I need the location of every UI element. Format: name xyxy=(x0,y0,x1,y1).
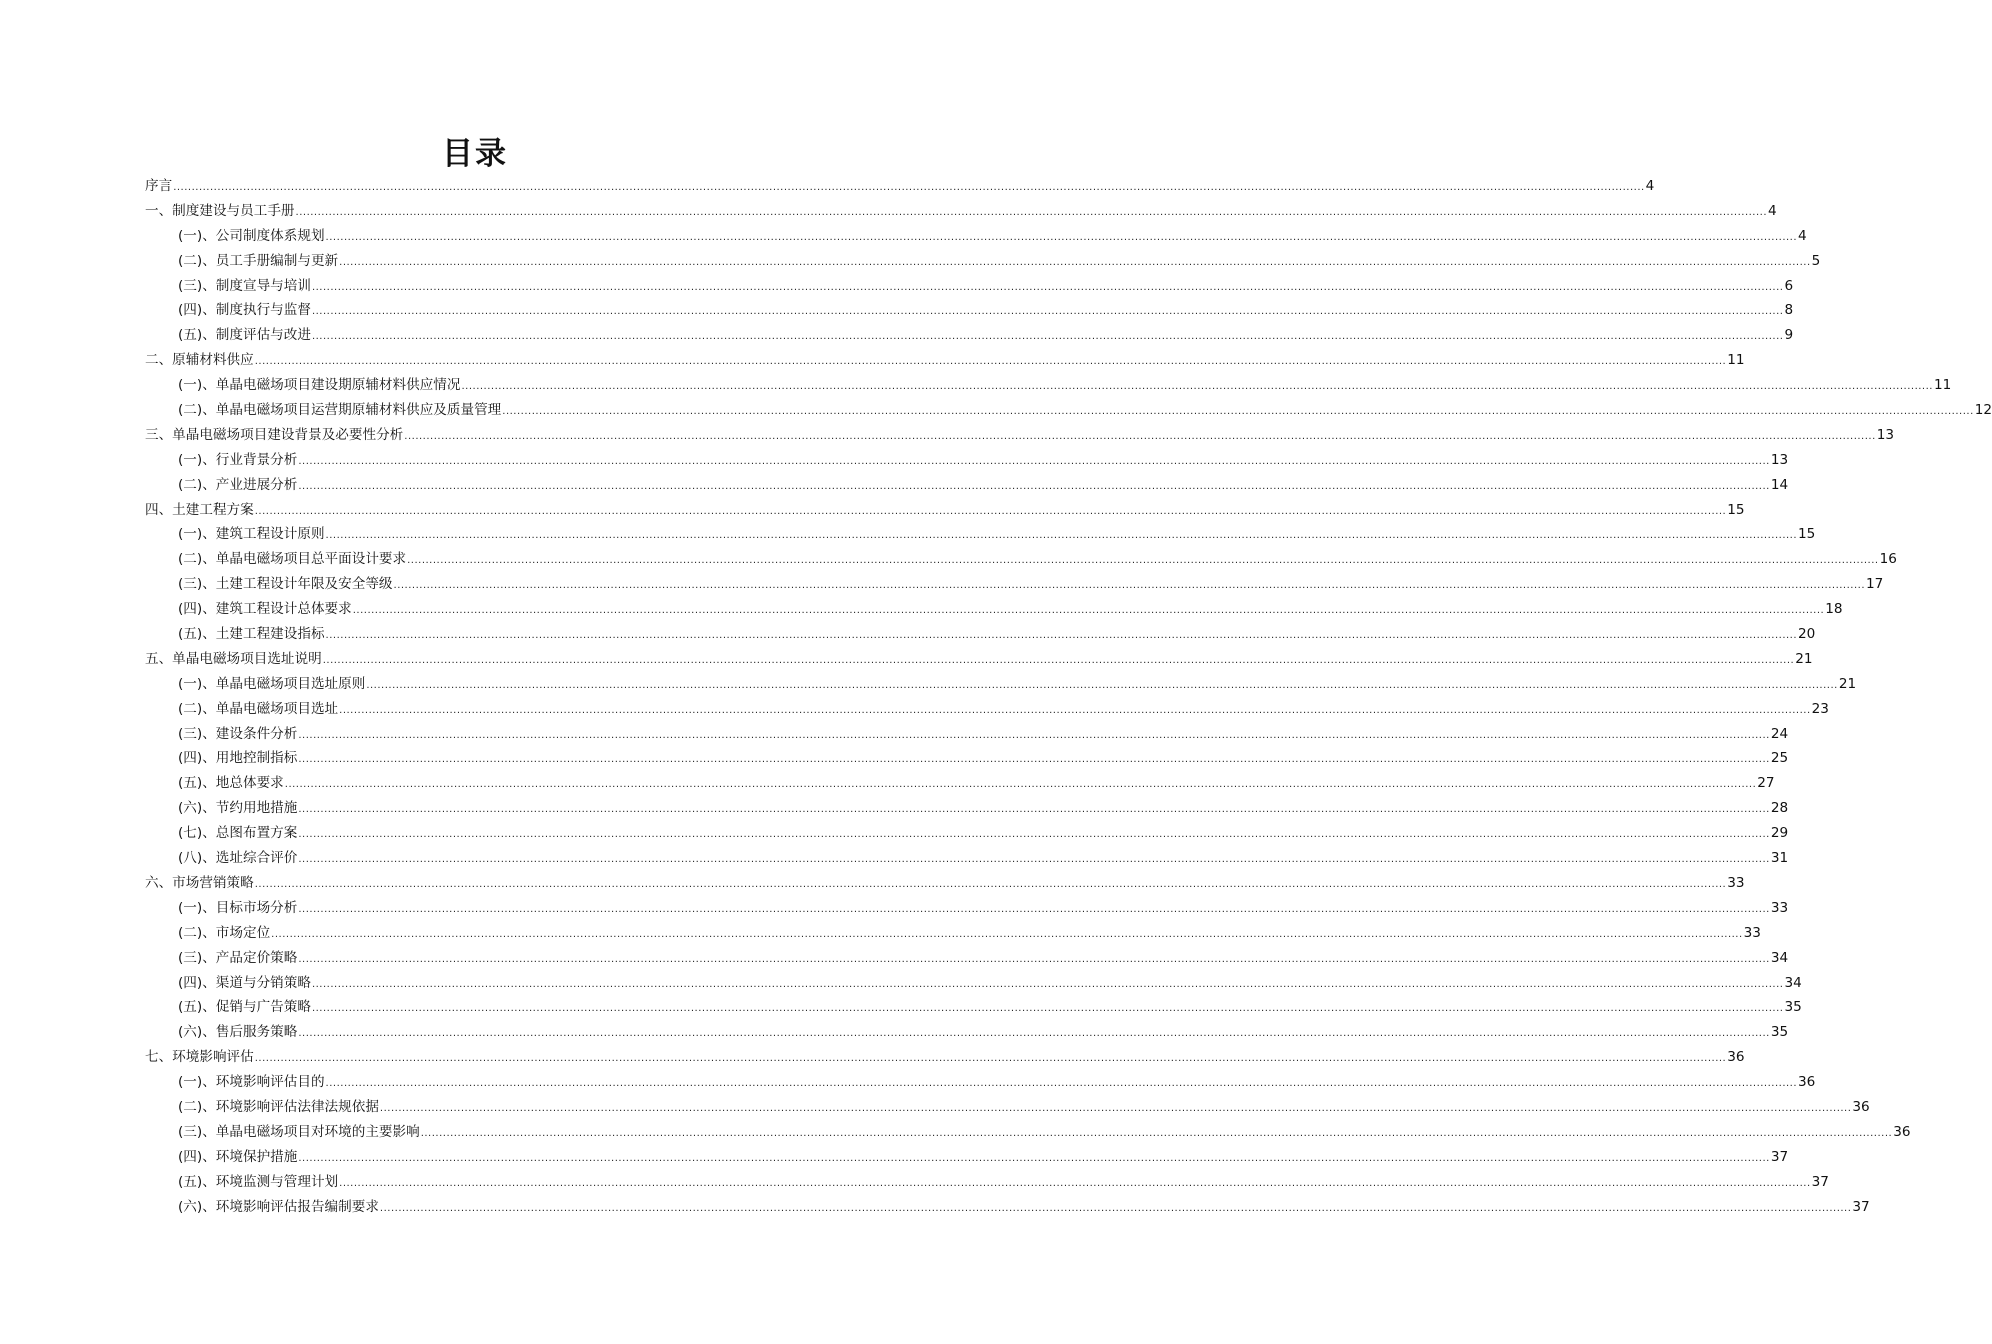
toc-entry-text: (三)、制度宣导与培训 xyxy=(178,277,311,294)
toc-entry-text: (一)、环境影响评估目的 xyxy=(178,1074,325,1091)
toc-entry-text: (二)、单晶电磁场项目总平面设计要求 xyxy=(178,551,407,568)
toc-leader-dots: ................................................................................................................................................................................................................................................................................................................................................................................................................ xyxy=(325,530,1798,542)
toc-entry-page: 11 xyxy=(1933,377,1952,394)
toc-entry-text: (三)、土建工程设计年限及安全等级 xyxy=(178,576,393,593)
toc-entry[interactable] xyxy=(145,373,1952,398)
toc-entry[interactable] xyxy=(145,199,1777,224)
toc-entry-text: (一)、公司制度体系规划 xyxy=(178,227,325,244)
toc-entry-text: (一)、建筑工程设计原则 xyxy=(178,526,325,543)
toc-entry-text: 六、市场营销策略 xyxy=(145,874,254,891)
toc-entry-text: (三)、建设条件分析 xyxy=(178,725,298,742)
toc-entry-page: 4 xyxy=(1768,202,1777,219)
toc-entry-text: (七)、总图布置方案 xyxy=(178,825,298,842)
toc-entry[interactable] xyxy=(145,896,1789,921)
toc-title: 目录 xyxy=(442,136,508,172)
toc-entry-text: (四)、用地控制指标 xyxy=(178,750,298,767)
toc-leader-dots: ................................................................................................................................................................................................................................................................................................................................................................................................................ xyxy=(461,381,1933,393)
toc-leader-dots: ................................................................................................................................................................................................................................................................................................................................................................................................................ xyxy=(311,978,1784,990)
toc-entry-page: 36 xyxy=(1893,1123,1911,1140)
toc-entry-text: 四、土建工程方案 xyxy=(145,501,254,518)
toc-entry-page: 8 xyxy=(1784,302,1794,319)
toc-entry-page: 16 xyxy=(1879,551,1897,568)
toc-leader-dots: ................................................................................................................................................................................................................................................................................................................................................................................................................ xyxy=(407,555,1879,567)
toc-entry-page: 28 xyxy=(1770,800,1789,817)
toc-entry-page: 9 xyxy=(1784,327,1794,344)
toc-entry[interactable] xyxy=(145,398,1992,423)
toc-entry[interactable] xyxy=(145,995,1802,1020)
toc-entry[interactable] xyxy=(145,946,1789,971)
toc-leader-dots: ................................................................................................................................................................................................................................................................................................................................................................................................................ xyxy=(311,281,1784,293)
toc-entry-text: (五)、促销与广告策略 xyxy=(178,999,311,1016)
toc-entry-text: (四)、建筑工程设计总体要求 xyxy=(178,601,352,618)
toc-entry[interactable] xyxy=(145,1045,1745,1070)
toc-entry-page: 35 xyxy=(1784,999,1802,1016)
toc-leader-dots: ................................................................................................................................................................................................................................................................................................................................................................................................................ xyxy=(502,406,1974,418)
toc-entry[interactable] xyxy=(145,1120,1911,1145)
toc-entry[interactable] xyxy=(145,423,1895,448)
toc-entry-page: 25 xyxy=(1770,750,1789,767)
toc-entry[interactable] xyxy=(145,647,1813,672)
toc-entry[interactable] xyxy=(145,722,1789,747)
toc-entry-page: 4 xyxy=(1645,178,1655,194)
toc-entry-page: 34 xyxy=(1784,974,1802,991)
toc-entry[interactable] xyxy=(145,1145,1789,1170)
table-of-contents xyxy=(145,174,1992,1219)
toc-leader-dots: ................................................................................................................................................................................................................................................................................................................................................................................................................ xyxy=(298,1028,1770,1040)
toc-leader-dots: ................................................................................................................................................................................................................................................................................................................................................................................................................ xyxy=(298,754,1770,766)
toc-entry-page: 17 xyxy=(1866,576,1884,593)
toc-leader-dots: ................................................................................................................................................................................................................................................................................................................................................................................................................ xyxy=(254,1053,1727,1065)
toc-leader-dots: ................................................................................................................................................................................................................................................................................................................................................................................................................ xyxy=(298,804,1770,816)
toc-entry[interactable] xyxy=(145,323,1794,348)
toc-entry-text: (五)、环境监测与管理计划 xyxy=(178,1173,339,1190)
toc-entry[interactable] xyxy=(145,971,1802,996)
toc-entry-text: (二)、环境影响评估法律法规依据 xyxy=(178,1098,379,1115)
toc-entry-text: (二)、单晶电磁场项目选址 xyxy=(178,700,339,717)
toc-entry-text: 五、单晶电磁场项目选址说明 xyxy=(145,650,322,667)
toc-entry-text: (一)、单晶电磁场项目选址原则 xyxy=(178,675,366,692)
toc-entry-page: 21 xyxy=(1795,650,1813,667)
toc-leader-dots: ................................................................................................................................................................................................................................................................................................................................................................................................................ xyxy=(173,182,1645,193)
toc-entry-page: 4 xyxy=(1798,227,1807,244)
toc-leader-dots: ................................................................................................................................................................................................................................................................................................................................................................................................................ xyxy=(298,829,1770,841)
toc-entry[interactable] xyxy=(145,1020,1789,1045)
toc-entry-text: 七、环境影响评估 xyxy=(145,1049,254,1066)
toc-leader-dots: ................................................................................................................................................................................................................................................................................................................................................................................................................ xyxy=(298,953,1770,965)
toc-entry-page: 6 xyxy=(1784,277,1794,294)
toc-entry[interactable] xyxy=(145,921,1761,946)
toc-entry-page: 31 xyxy=(1770,850,1789,867)
toc-leader-dots: ................................................................................................................................................................................................................................................................................................................................................................................................................ xyxy=(325,630,1798,642)
toc-leader-dots: ................................................................................................................................................................................................................................................................................................................................................................................................................ xyxy=(271,928,1743,940)
toc-entry[interactable] xyxy=(145,298,1794,323)
toc-entry-page: 12 xyxy=(1974,402,1992,419)
toc-entry[interactable] xyxy=(145,547,1897,572)
toc-entry-page: 33 xyxy=(1770,899,1789,916)
toc-entry-text: (二)、市场定位 xyxy=(178,924,271,941)
toc-entry-page: 14 xyxy=(1770,476,1789,493)
toc-entry-text: (五)、土建工程建设指标 xyxy=(178,626,325,643)
toc-entry-text: (四)、环境保护措施 xyxy=(178,1148,298,1165)
toc-leader-dots: ................................................................................................................................................................................................................................................................................................................................................................................................................ xyxy=(254,505,1727,517)
toc-entry-text: (三)、产品定价策略 xyxy=(178,949,298,966)
toc-leader-dots: ................................................................................................................................................................................................................................................................................................................................................................................................................ xyxy=(254,356,1727,368)
toc-entry-text: 二、原辅材料供应 xyxy=(145,352,254,369)
toc-entry-page: 15 xyxy=(1798,526,1816,543)
toc-entry-page: 11 xyxy=(1727,352,1745,369)
toc-entry-page: 23 xyxy=(1811,700,1829,717)
toc-entry-page: 15 xyxy=(1727,501,1745,518)
toc-leader-dots: ................................................................................................................................................................................................................................................................................................................................................................................................................ xyxy=(404,430,1876,442)
toc-leader-dots: ................................................................................................................................................................................................................................................................................................................................................................................................................ xyxy=(420,1127,1893,1139)
toc-entry[interactable] xyxy=(145,672,1857,697)
toc-entry-text: 一、制度建设与员工手册 xyxy=(145,202,295,219)
toc-entry[interactable] xyxy=(145,1170,1829,1195)
toc-leader-dots: ................................................................................................................................................................................................................................................................................................................................................................................................................ xyxy=(322,654,1795,666)
toc-entry-page: 34 xyxy=(1770,949,1789,966)
toc-entry[interactable] xyxy=(145,1095,1870,1120)
toc-entry[interactable] xyxy=(145,274,1794,299)
toc-leader-dots: ................................................................................................................................................................................................................................................................................................................................................................................................................ xyxy=(298,903,1770,915)
toc-entry[interactable] xyxy=(145,771,1775,796)
toc-entry-text: (二)、产业进展分析 xyxy=(178,476,298,493)
toc-entry[interactable] xyxy=(145,224,1807,249)
toc-entry[interactable] xyxy=(145,572,1884,597)
toc-entry[interactable] xyxy=(145,174,1655,199)
toc-entry[interactable] xyxy=(145,498,1745,523)
toc-entry-text: (六)、环境影响评估报告编制要求 xyxy=(178,1198,379,1215)
toc-entry-page: 37 xyxy=(1852,1198,1870,1215)
toc-entry-page: 13 xyxy=(1876,426,1895,443)
toc-entry[interactable] xyxy=(145,473,1789,498)
toc-entry-text: (一)、单晶电磁场项目建设期原辅材料供应情况 xyxy=(178,377,461,394)
toc-entry[interactable] xyxy=(145,821,1789,846)
toc-entry-page: 33 xyxy=(1727,874,1745,891)
toc-entry-text: (六)、节约用地措施 xyxy=(178,800,298,817)
toc-entry-text: 序言 xyxy=(145,178,173,194)
toc-entry[interactable] xyxy=(145,697,1829,722)
toc-entry-page: 5 xyxy=(1811,252,1821,269)
toc-leader-dots: ................................................................................................................................................................................................................................................................................................................................................................................................................ xyxy=(325,1078,1798,1090)
toc-leader-dots: ................................................................................................................................................................................................................................................................................................................................................................................................................ xyxy=(295,206,1768,218)
toc-leader-dots: ................................................................................................................................................................................................................................................................................................................................................................................................................ xyxy=(311,306,1784,318)
toc-entry-page: 24 xyxy=(1770,725,1789,742)
toc-entry-page: 33 xyxy=(1743,924,1761,941)
toc-leader-dots: ................................................................................................................................................................................................................................................................................................................................................................................................................ xyxy=(379,1202,1852,1214)
toc-leader-dots: ................................................................................................................................................................................................................................................................................................................................................................................................................ xyxy=(298,854,1770,866)
toc-entry-page: 20 xyxy=(1798,626,1816,643)
toc-entry-text: (六)、售后服务策略 xyxy=(178,1024,298,1041)
toc-entry-page: 36 xyxy=(1798,1074,1816,1091)
toc-entry-text: (二)、员工手册编制与更新 xyxy=(178,252,339,269)
toc-entry[interactable] xyxy=(145,1070,1816,1095)
toc-entry-text: (四)、制度执行与监督 xyxy=(178,302,311,319)
toc-entry-page: 29 xyxy=(1770,825,1789,842)
toc-entry-text: (八)、选址综合评价 xyxy=(178,850,298,867)
toc-leader-dots: ................................................................................................................................................................................................................................................................................................................................................................................................................ xyxy=(379,1102,1852,1114)
toc-entry[interactable] xyxy=(145,249,1821,274)
toc-leader-dots: ................................................................................................................................................................................................................................................................................................................................................................................................................ xyxy=(325,231,1798,243)
toc-entry-text: (一)、目标市场分析 xyxy=(178,899,298,916)
toc-entry[interactable] xyxy=(145,846,1789,871)
toc-leader-dots: ................................................................................................................................................................................................................................................................................................................................................................................................................ xyxy=(254,878,1727,890)
toc-entry[interactable] xyxy=(145,597,1843,622)
toc-entry-page: 37 xyxy=(1811,1173,1829,1190)
toc-leader-dots: ................................................................................................................................................................................................................................................................................................................................................................................................................ xyxy=(298,480,1770,492)
toc-leader-dots: ................................................................................................................................................................................................................................................................................................................................................................................................................ xyxy=(298,455,1770,467)
toc-entry[interactable] xyxy=(145,871,1745,896)
toc-leader-dots: ................................................................................................................................................................................................................................................................................................................................................................................................................ xyxy=(298,1152,1770,1164)
toc-entry-page: 18 xyxy=(1825,601,1843,618)
toc-leader-dots: ................................................................................................................................................................................................................................................................................................................................................................................................................ xyxy=(352,605,1825,617)
toc-entry-page: 13 xyxy=(1770,451,1789,468)
toc-leader-dots: ................................................................................................................................................................................................................................................................................................................................................................................................................ xyxy=(393,580,1865,592)
toc-entry-text: 三、单晶电磁场项目建设背景及必要性分析 xyxy=(145,426,404,443)
toc-leader-dots: ................................................................................................................................................................................................................................................................................................................................................................................................................ xyxy=(284,779,1757,791)
toc-entry[interactable] xyxy=(145,348,1745,373)
toc-entry[interactable] xyxy=(145,796,1789,821)
toc-entry-page: 36 xyxy=(1852,1098,1870,1115)
toc-entry[interactable] xyxy=(145,746,1789,771)
toc-leader-dots: ................................................................................................................................................................................................................................................................................................................................................................................................................ xyxy=(339,256,1811,268)
toc-entry[interactable] xyxy=(145,622,1816,647)
toc-entry[interactable] xyxy=(145,1195,1870,1220)
toc-entry[interactable] xyxy=(145,522,1816,547)
toc-leader-dots: ................................................................................................................................................................................................................................................................................................................................................................................................................ xyxy=(311,331,1784,343)
toc-leader-dots: ................................................................................................................................................................................................................................................................................................................................................................................................................ xyxy=(298,729,1770,741)
toc-entry-text: (五)、地总体要求 xyxy=(178,775,284,792)
toc-entry-page: 27 xyxy=(1757,775,1775,792)
toc-entry-text: (一)、行业背景分析 xyxy=(178,451,298,468)
toc-leader-dots: ................................................................................................................................................................................................................................................................................................................................................................................................................ xyxy=(339,704,1811,716)
toc-leader-dots: ................................................................................................................................................................................................................................................................................................................................................................................................................ xyxy=(366,679,1838,691)
toc-entry-page: 36 xyxy=(1727,1049,1745,1066)
toc-leader-dots: ................................................................................................................................................................................................................................................................................................................................................................................................................ xyxy=(339,1177,1811,1189)
toc-entry-text: (三)、单晶电磁场项目对环境的主要影响 xyxy=(178,1123,420,1140)
toc-entry-page: 21 xyxy=(1838,675,1857,692)
toc-entry-text: (四)、渠道与分销策略 xyxy=(178,974,311,991)
toc-entry-text: (五)、制度评估与改进 xyxy=(178,327,311,344)
toc-entry-page: 35 xyxy=(1770,1024,1789,1041)
toc-entry-text: (二)、单晶电磁场项目运营期原辅材料供应及质量管理 xyxy=(178,402,502,419)
toc-leader-dots: ................................................................................................................................................................................................................................................................................................................................................................................................................ xyxy=(311,1003,1784,1015)
toc-entry[interactable] xyxy=(145,448,1789,473)
toc-entry-page: 37 xyxy=(1770,1148,1789,1165)
